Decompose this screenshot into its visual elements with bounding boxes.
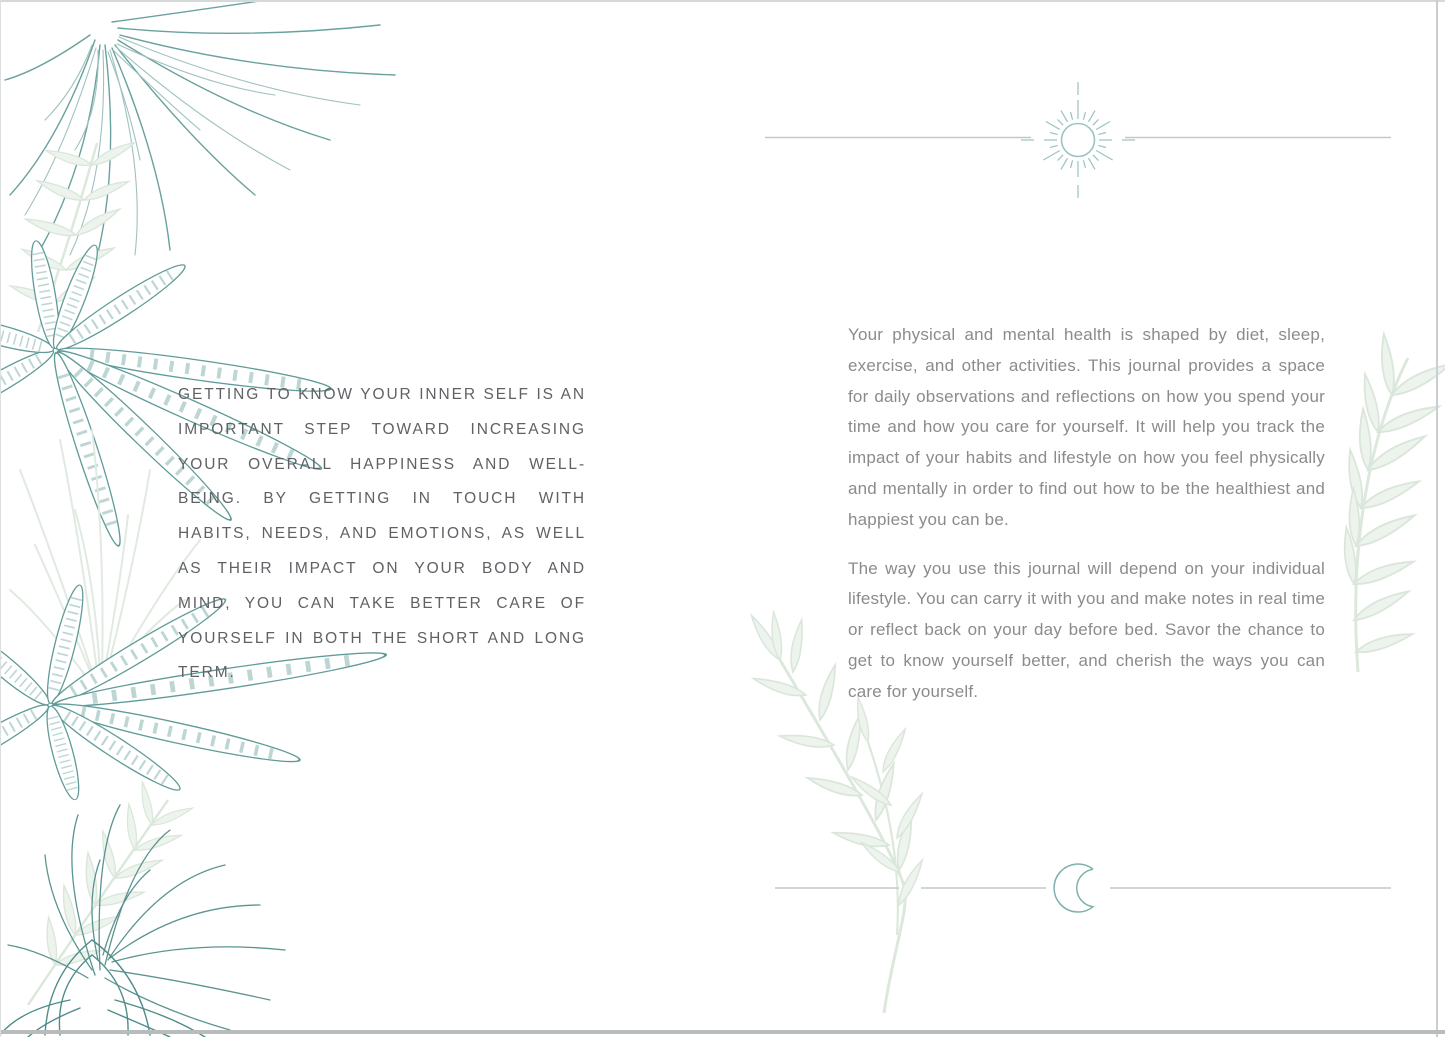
sun-icon (1021, 82, 1135, 198)
left-page-intro-text: GETTING TO KNOW YOUR INNER SELF IS AN IMPORTANT STEP TOWARD INCREASING YOUR OVERALL HAPPINESS AND WELL-BEING. BY GETTING IN TOUCH WITH HABITS, NEEDS, AND EMOTIONS, AS WELL AS THEIR IMPACT ON YOUR BODY AND MIND, YOU CAN TAKE BETTER CARE OF YOURSELF IN BOTH THE SHORT AND LONG TERM. (178, 386, 586, 682)
page-edge-top (0, 0, 1445, 2)
page-edge-right (1436, 0, 1438, 1037)
right-page-paragraph-2: The way you use this journal will depend on your individual lifestyle. You can carry it with you and make notes in real time or reflect back on your day before bed. Savor the chance to get to know yourself better, and cherish the ways you can care for yourself. (848, 558, 1325, 701)
rosemary-sprig-right-edge-icon (1342, 333, 1445, 672)
page-edge-left (0, 0, 1, 1037)
page-edge-bottom (0, 1030, 1445, 1034)
right-page-body (848, 320, 1325, 726)
moon-icon (1054, 864, 1093, 912)
right-page-paragraph-1: Your physical and mental health is shaped by diet, sleep, exercise, and other activities. This journal provides a space for daily observations and reflections on how you spend your time and how you care for yourself. It will help you track the impact of your habits and lifestyle on how you feel physically and mentally in order to find out how to be the healthiest and happiest you can be. (848, 325, 1325, 529)
tillandsia-tuft-icon (0, 805, 285, 1037)
air-plant-icon (5, 0, 395, 265)
